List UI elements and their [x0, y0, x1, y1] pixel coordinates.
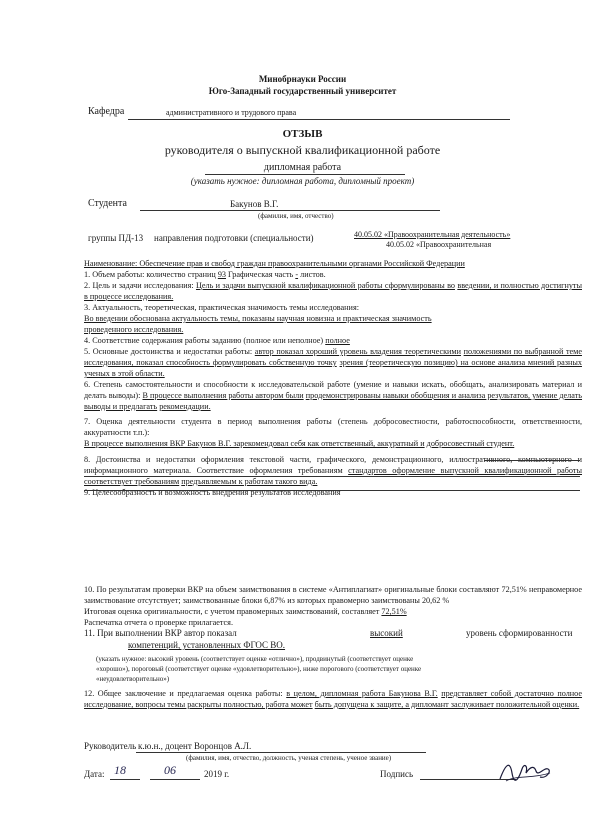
- supervisor-hint: (фамилия, имя, отчество, должность, ученая степень, ученое звание): [186, 754, 392, 762]
- student-value: Бакунов В.Г.: [230, 199, 279, 209]
- item-12-text-2: представляет собой достаточно полное исследование, вопросы темы раскрыты полностью, работа может: [84, 689, 583, 709]
- item-12-label: 12. Общее заключение и предлагаемая оценка работы:: [84, 689, 283, 698]
- direction-code-2: 40.05.02 «Правоохранительная: [386, 240, 492, 249]
- item-5-text: автор показал хороший уровень владения теоретическими: [254, 347, 461, 356]
- item-9-underline-1: [484, 460, 580, 461]
- item-2: [84, 280, 582, 302]
- item-1: [84, 269, 582, 280]
- item-8-text: стандартов оформление выпускной квалификационной работы соответствует требованиям: [84, 466, 582, 486]
- item-8-label: 8. Достоинства и недостатки оформления текстовой части, графического, демонстрационного,: [84, 455, 444, 464]
- review-body: [84, 258, 582, 498]
- item-5-text-2: положениями по выбранной теме исследования, показал способность формулировать собственную точку: [84, 347, 582, 367]
- item-3-text: Во введении обоснована актуальность темы, показаны научная новизна и практическая значимость: [84, 314, 432, 323]
- group-label: группы ПД-13: [88, 233, 144, 243]
- item-1-graphic-value: -: [295, 270, 299, 279]
- item-6: [84, 379, 582, 412]
- item-3: [84, 302, 582, 335]
- spacer: [84, 564, 582, 565]
- item-6-text: В процессе выполнения работы автором были: [142, 391, 304, 400]
- review-title: ОТЗЫВ: [282, 128, 323, 140]
- item-7-label: 7. Оценка деятельности студента в период выполнения работы (степень добросовестности,: [84, 417, 440, 426]
- review-subtitle: руководителя о выпускной квалификационной работе: [164, 143, 441, 157]
- signature-image: [496, 759, 556, 790]
- date-month-underline: [150, 779, 200, 780]
- item-8-text-2: предъявляемым к работам такого вида.: [181, 477, 318, 486]
- item-11-note-2: «хорошо»), пороговый (соответствует оценке «удовлетворительно»), ниже порогового (соответствует оценке: [96, 665, 422, 673]
- item-4-label: 4. Соответствие содержания работы заданию (полное или неполное): [84, 336, 324, 345]
- date-year: 2019 г.: [204, 769, 230, 779]
- supervisor-underline: [136, 752, 426, 753]
- item-1-sheets: листов.: [300, 270, 326, 279]
- item-8: [84, 454, 582, 487]
- item-10-final: [84, 606, 582, 617]
- item-2-label: 2. Цель и задачи исследования:: [84, 281, 194, 290]
- item-2-text: Цель и задачи выпускной квалификационной работы сформулированы во: [195, 281, 456, 290]
- item-11-note-3: «неудовлетворительно»): [96, 675, 170, 683]
- item-2-text-2: введении, и полностью достигнуты в процессе исследования.: [84, 281, 582, 301]
- date-day-underline: [110, 779, 140, 780]
- item-1-graphic-label: Графическая часть: [228, 270, 294, 279]
- item-12: [84, 688, 582, 710]
- direction-code: 40.05.02 «Правоохранительная деятельность»: [354, 230, 511, 239]
- item-7-label-2: работоспособности, ответственности, аккуратности т.п.):: [84, 417, 583, 437]
- item-7: [84, 416, 582, 449]
- item-1-pages: 93: [217, 270, 226, 279]
- supervisor-label: Руководитель: [84, 741, 137, 751]
- item-12-text: в целом, дипломная работа Бакунова В.Г.: [286, 689, 438, 698]
- item-5: [84, 346, 582, 379]
- topic-line: Наименование: Обеспечение прав и свобод граждан правоохранительными органами Российской Федерации: [84, 259, 465, 268]
- item-9-underline-3: [84, 490, 580, 491]
- item-3-text-2: проведенного исследования.: [84, 325, 184, 334]
- date-label: Дата:: [84, 769, 105, 779]
- item-6-label-2: обобщать, анализировать материал и делать выводы):: [84, 380, 583, 400]
- item-4-value: полное: [325, 336, 350, 345]
- item-10-report: Распечатка отчета о проверке прилагается.: [84, 618, 233, 627]
- item-10-text-3: правомерно заимствованы 20,62 %: [327, 596, 450, 605]
- student-label: Студента: [88, 198, 127, 209]
- item-10-final-label: Итоговая оценка оригинальности, с учетом правомерных заимствований, составляет: [84, 607, 380, 616]
- date-day: 18: [114, 763, 126, 777]
- direction-label: направления подготовки (специальности): [154, 233, 314, 243]
- signature-label: Подпись: [380, 769, 414, 779]
- student-underline: [140, 210, 440, 211]
- item-11-level: высокий: [370, 628, 403, 638]
- item-8-label-2: иллюстративного, компьютерного и информационного материала. Соответствие оформления требованиям: [84, 455, 582, 475]
- item-12-text-3: быть допущена к защите, а дипломант заслуживает положительной оценки.: [314, 700, 580, 709]
- item-10-text-2: составляют 72,51% неправомерное заимствование отсутствует; заимствованные блоки 6,87% из которых: [84, 585, 583, 605]
- item-10: [84, 584, 582, 606]
- item-7-text: В процессе выполнения ВКР Бакунов В.Г. зарекомендовал себя как ответственный, аккуратный и: [84, 439, 425, 448]
- department-label: Кафедра: [88, 106, 125, 117]
- item-6-label: 6. Степень самостоятельности и способности к исследовательской работе (умение и навыки искать,: [84, 380, 447, 389]
- item-10-text: 10. По результатам проверки ВКР на объем заимствования в системе «Антиплагиат» оригинальные блоки: [84, 585, 457, 594]
- item-3-label: 3. Актуальность, теоретическая, практическая значимость темы исследования:: [84, 303, 359, 312]
- item-11-competences: компетенций, установленных ФГОС ВО.: [128, 640, 286, 650]
- work-type-underline: [205, 174, 405, 175]
- department-underline: [128, 119, 510, 120]
- item-6-text-3: рекомендации.: [159, 402, 211, 411]
- item-11-label: 11. При выполнении ВКР автор показал: [84, 628, 237, 638]
- work-type-hint: (указать нужное: дипломная работа, дипломный проект): [190, 176, 415, 186]
- signature-scribble: [496, 759, 556, 785]
- item-5-label: 5. Основные достоинства и недостатки работы:: [84, 347, 253, 356]
- item-11-note-1: (указать нужное: высокий уровень (соответствует оценке «отлично»), продвинутый (соответствует оценке: [96, 655, 414, 663]
- item-7-text-2: добросовестный студент.: [426, 439, 515, 448]
- item-9: [84, 487, 582, 498]
- student-hint: (фамилия, имя, отчество): [258, 212, 334, 220]
- item-5-text-3: зрения (теоретическую позицию) на основе анализа мнений разных ученых в этой области.: [84, 358, 582, 378]
- item-1-label: 1. Объем работы: количество страниц: [84, 270, 216, 279]
- university-name: Юго-Западный государственный университет: [208, 86, 397, 96]
- item-10-final-value: 72,51%: [381, 607, 407, 616]
- item-9-label: 9. Целесообразность и возможность внедрения результатов исследования: [84, 488, 341, 497]
- date-month: 06: [164, 763, 176, 777]
- work-type-value: дипломная работа: [263, 162, 342, 173]
- department-value: административного и трудового права: [166, 108, 297, 117]
- review-body-2: [84, 584, 582, 628]
- supervisor-value: к.ю.н., доцент Воронцов А.Л.: [138, 741, 252, 751]
- item-6-text-2: продемонстрированы навыки обобщения и анализа результатов, умение делать выводы и предлагать: [84, 391, 583, 411]
- item-9-underline-2: [84, 476, 580, 477]
- item-11-label-2: уровень сформированности: [466, 628, 573, 638]
- ministry-name: Минобрнауки России: [258, 74, 347, 84]
- item-4: [84, 335, 582, 346]
